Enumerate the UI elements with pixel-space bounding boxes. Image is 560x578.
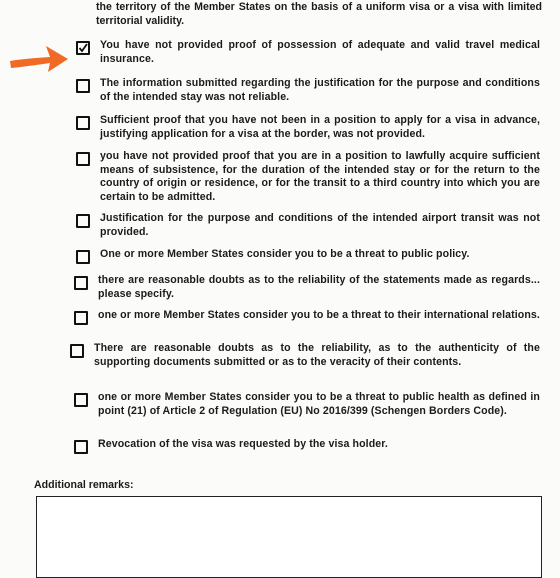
reason-public-health[interactable] [74,391,540,418]
checkbox[interactable] [76,116,90,130]
reason-revocation[interactable] [74,438,540,454]
checkbox[interactable] [76,250,90,264]
reason-international-relations[interactable] [74,309,540,325]
reason-subsistence[interactable] [76,150,540,204]
reason-label: The information submitted regarding the justification for the purpose and conditions of the intended stay was not reliable. [100,77,540,103]
reason-label: Justification for the purpose and conditions of the intended airport transit was not provided. [100,212,540,238]
reason-insurance[interactable] [76,39,540,66]
checkbox[interactable] [74,276,88,290]
checkbox[interactable] [74,393,88,407]
checkbox[interactable] [76,214,90,228]
checkbox[interactable] [74,440,88,454]
checkmark-icon [78,43,88,53]
checkbox[interactable] [70,344,84,358]
reason-label: one or more Member States consider you to be a threat to their international relations. [98,309,540,321]
reason-documents[interactable] [70,342,540,369]
checkbox-checked[interactable] [76,41,90,55]
checkbox[interactable] [74,311,88,325]
checkbox[interactable] [76,152,90,166]
reason-unreliable-info[interactable] [76,77,540,104]
reason-label: One or more Member States consider you to be a threat to public policy. [100,248,470,260]
reason-label: Revocation of the visa was requested by the visa holder. [98,438,388,450]
reason-border-application[interactable] [76,114,540,141]
reason-statements[interactable] [74,274,540,301]
reason-label: There are reasonable doubts as to the reliability, as to the authenticity of the supporting documents submitted or as to the veracity of their contents. [94,342,540,368]
reason-airport-transit[interactable] [76,212,540,239]
checkbox[interactable] [76,79,90,93]
reason-label: there are reasonable doubts as to the reliability of the statements made as regards... please specify. [98,274,540,300]
remarks-textbox[interactable] [36,496,542,578]
intro-text: the territory of the Member States on the basis of a uniform visa or a visa with limited territorial validity. [96,1,542,27]
reason-label: Sufficient proof that you have not been in a position to apply for a visa in advance, justifying application for a visa at the border, was not provided. [100,114,540,140]
reason-label: one or more Member States consider you to be a threat to public health as defined in point (21) of Article 2 of Regulation (EU) No 2016/399 (Schengen Borders Code). [98,391,540,417]
remarks-label: Additional remarks: [34,479,134,491]
orange-arrow-annotation [8,40,72,76]
reason-public-policy[interactable] [76,248,540,264]
reason-label: you have not provided proof that you are in a position to lawfully acquire sufficient means of subsistence, for the duration of the intended stay or for the return to the country of origin or residence, or for the transit to a third country into which you are certain to be admitted. [100,150,540,203]
reason-label: You have not provided proof of possession of adequate and valid travel medical insurance. [100,39,540,65]
